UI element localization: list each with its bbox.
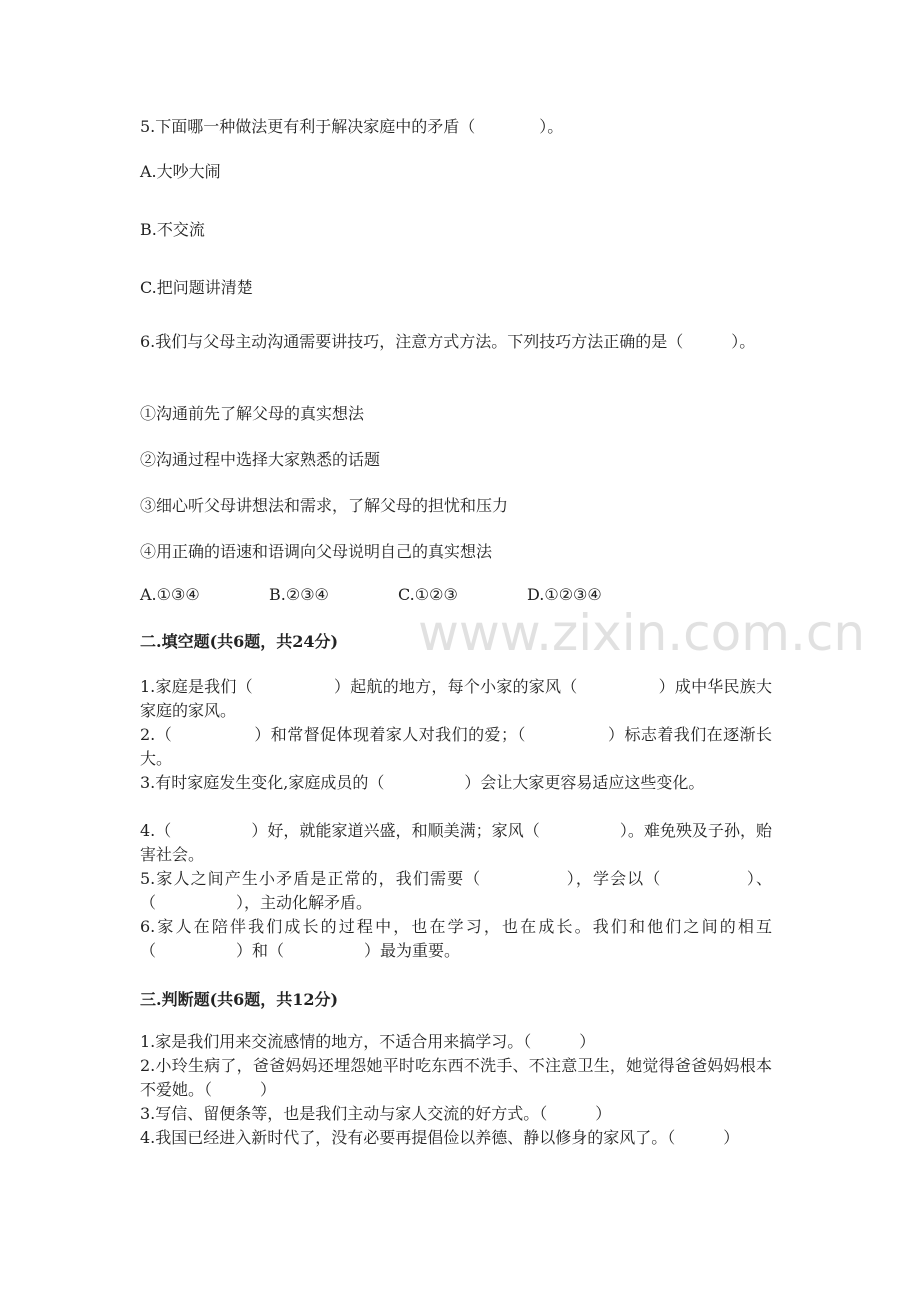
judge-section-heading: 三.判断题(共6题，共12分) xyxy=(140,990,339,1009)
judge-question-2: 2.小玲生病了，爸爸妈妈还埋怨她平时吃东西不洗手、不注意卫生，她觉得爸爸妈妈根本不爱她。（ ） xyxy=(140,1056,772,1099)
question-6-item-4: ④用正确的语速和语调向父母说明自己的真实想法 xyxy=(140,542,493,561)
question-6-stem: 6.我们与父母主动沟通需要讲技巧，注意方式方法。下列技巧方法正确的是（ ）。 xyxy=(140,332,756,351)
fill-question-5: 5.家人之间产生小矛盾是正常的，我们需要（ ），学会以（ ）、（ ），主动化解矛盾。 xyxy=(140,869,772,912)
question-5-option-b: B.不交流 xyxy=(140,220,205,239)
question-5-option-c: C.把问题讲清楚 xyxy=(140,278,253,297)
question-6-option-b: B.②③④ xyxy=(269,585,329,604)
question-6-item-2: ②沟通过程中选择大家熟悉的话题 xyxy=(140,450,381,469)
question-6-option-d: D.①②③④ xyxy=(527,585,602,604)
fill-question-4: 4.（ ）好，就能家道兴盛，和顺美满；家风（ ）。难免殃及子孙，贻害社会。 xyxy=(140,821,772,864)
fill-question-1: 1.家庭是我们（ ）起航的地方，每个小家的家风（ ）成中华民族大家庭的家风。 xyxy=(140,677,772,720)
fill-section-heading: 二.填空题(共6题，共24分) xyxy=(140,632,339,651)
question-6-item-3: ③细心听父母讲想法和需求，了解父母的担忧和压力 xyxy=(140,496,509,515)
question-5-stem: 5.下面哪一种做法更有利于解决家庭中的矛盾（ ）。 xyxy=(140,117,564,136)
judge-question-3: 3.写信、留便条等，也是我们主动与家人交流的好方式。（ ） xyxy=(140,1104,612,1123)
judge-question-4: 4.我国已经进入新时代了，没有必要再提倡俭以养德、静以修身的家风了。（ ） xyxy=(140,1128,740,1147)
question-6-item-1: ①沟通前先了解父母的真实想法 xyxy=(140,404,365,423)
fill-question-2: 2.（ ）和常督促体现着家人对我们的爱；（ ）标志着我们在逐渐长大。 xyxy=(140,725,772,768)
watermark: www.zixin.com.cn xyxy=(418,604,866,662)
question-5-option-a: A.大吵大闹 xyxy=(140,162,221,181)
judge-question-1: 1.家是我们用来交流感情的地方，不适合用来搞学习。（ ） xyxy=(140,1032,596,1051)
fill-question-6: 6.家人在陪伴我们成长的过程中，也在学习，也在成长。我们和他们之间的相互（ ）和（ ）最为重要。 xyxy=(140,917,772,960)
question-6-option-c: C.①②③ xyxy=(398,585,458,604)
question-6-option-a: A.①③④ xyxy=(140,585,200,604)
fill-question-3: 3.有时家庭发生变化,家庭成员的（ ）会让大家更容易适应这些变化。 xyxy=(140,773,705,792)
